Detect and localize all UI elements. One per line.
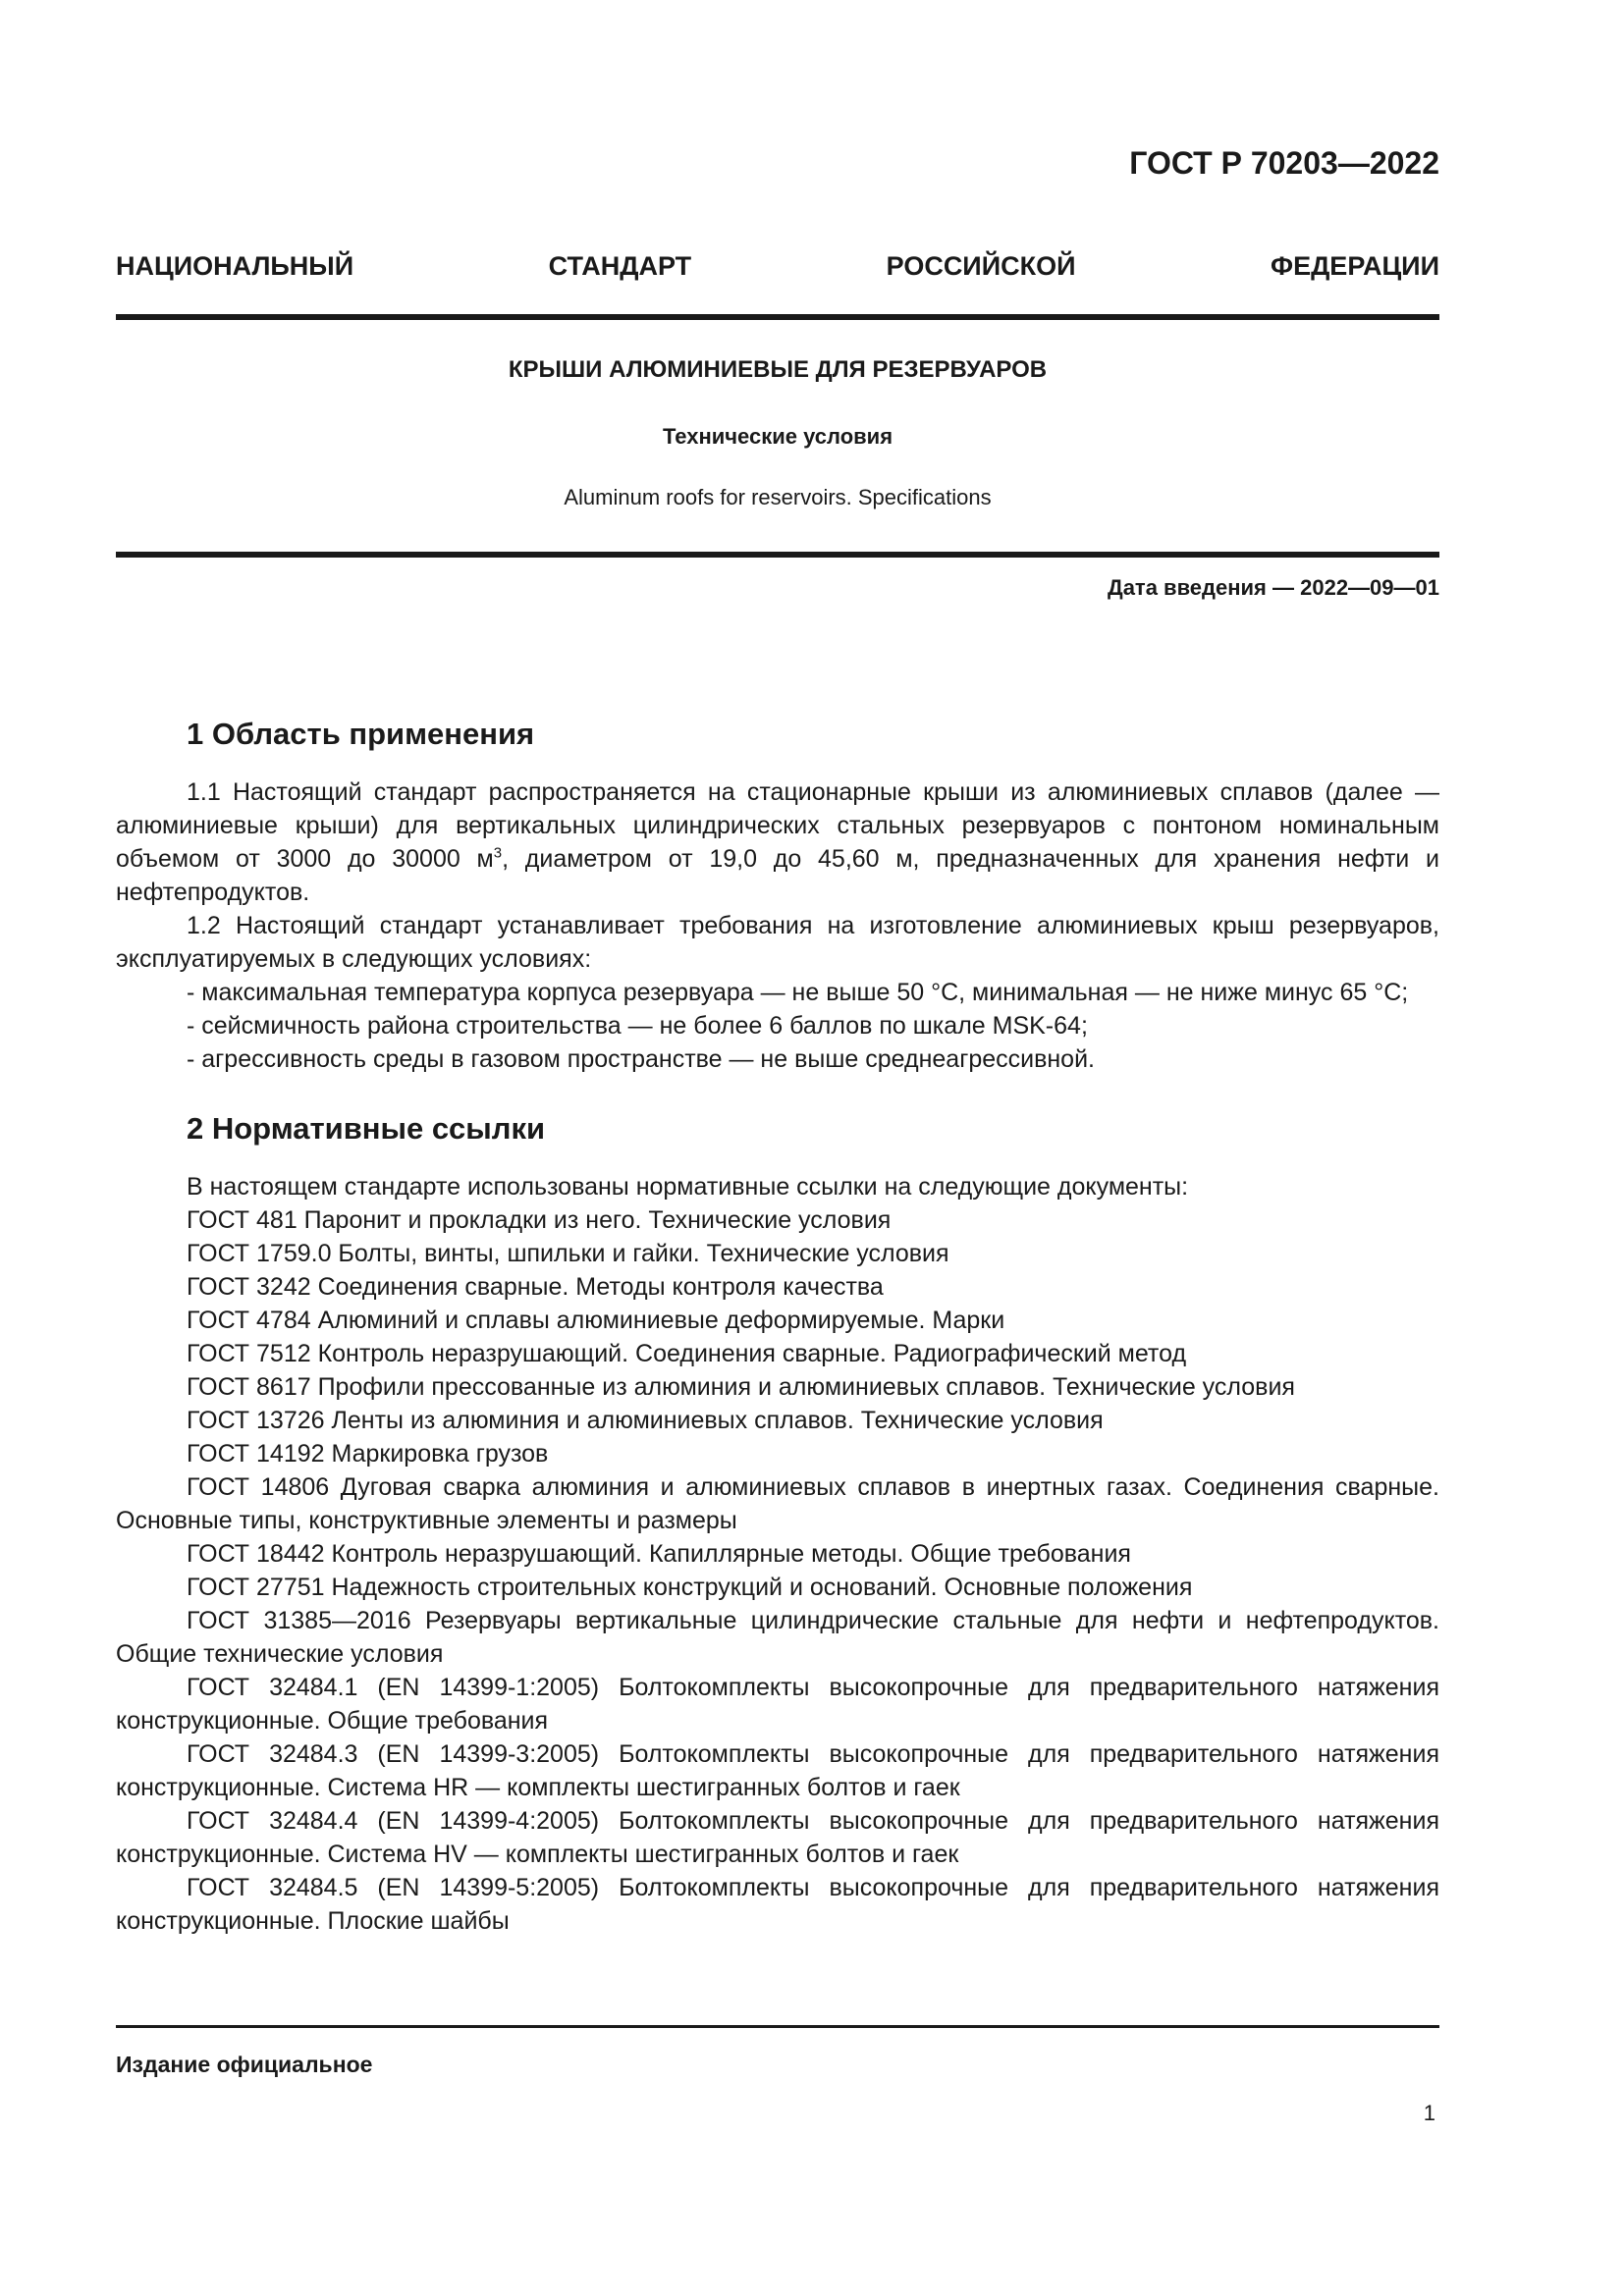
paragraph-1-1-text-a: 1.1 Настоящий стандарт распространяется на стационарные крыши из алюминиевых сплавов (далее — алюминиевые крыши) для вертикальных цилиндрических стальных резервуаров с понтоном номинальным объемом от 3000 до 30000 м [116, 778, 1439, 873]
paragraph-1-1-text-b: , диаметром от 19,0 до 45,60 м, предназначенных для хранения нефти и нефтепродуктов. [116, 845, 1439, 906]
doc-english-title: Aluminum roofs for reservoirs. Specifications [564, 485, 992, 509]
reference-list [116, 1170, 1439, 1938]
list-item: ГОСТ 4784 Алюминий и сплавы алюминиевые деформируемые. Марки [187, 1307, 1005, 1334]
title-rule [116, 552, 1439, 558]
paragraph-1-1 [116, 775, 1439, 909]
list-item: ГОСТ 32484.1 (EN 14399-1:2005) Болтокомплекты высокопрочные для предварительного натяжения конструкционные. Общие требования [116, 1674, 1439, 1735]
list-item: ГОСТ 7512 Контроль неразрушающий. Соединения сварные. Радиографический метод [187, 1340, 1187, 1367]
list-item: ГОСТ 14192 Маркировка грузов [187, 1440, 549, 1468]
doc-title: КРЫШИ АЛЮМИНИЕВЫЕ ДЛЯ РЕЗЕРВУАРОВ [508, 356, 1048, 383]
list-item: ГОСТ 1759.0 Болты, винты, шпильки и гайки. Технические условия [187, 1240, 949, 1267]
official-edition: Издание официальное [116, 2052, 373, 2077]
section-2-heading: 2 Нормативные ссылки [187, 1111, 546, 1146]
list-item: ГОСТ 481 Паронит и прокладки из него. Технические условия [187, 1206, 892, 1234]
list-item: - сейсмичность района строительства — не более 6 баллов по шкале MSK-64; [187, 1012, 1088, 1040]
list-item: ГОСТ 3242 Соединения сварные. Методы контроля качества [187, 1273, 884, 1301]
references-intro: В настоящем стандарте использованы нормативные ссылки на следующие документы: [187, 1173, 1189, 1201]
list-item: - агрессивность среды в газовом пространстве — не выше среднеагрессивной. [187, 1045, 1095, 1073]
list-item: ГОСТ 32484.5 (EN 14399-5:2005) Болтокомплекты высокопрочные для предварительного натяжения конструкционные. Плоские шайбы [116, 1874, 1439, 1935]
list-item: ГОСТ 14806 Дуговая сварка алюминия и алюминиевых сплавов в инертных газах. Соединения сварные. Основные типы, конструктивные элементы и размеры [116, 1473, 1439, 1534]
list-item: ГОСТ 32484.3 (EN 14399-3:2005) Болтокомплекты высокопрочные для предварительного натяжения конструкционные. Система HR — комплекты шестигранных болтов и гаек [116, 1740, 1439, 1801]
top-rule [116, 314, 1439, 320]
superscript: 3 [493, 844, 503, 862]
list-item: ГОСТ 18442 Контроль неразрушающий. Капиллярные методы. Общие требования [187, 1540, 1131, 1568]
content [116, 715, 1439, 1938]
doc-subtitle: Технические условия [662, 424, 893, 449]
list-item: ГОСТ 27751 Надежность строительных конструкций и оснований. Основные положения [187, 1574, 1193, 1601]
list-item: ГОСТ 32484.4 (EN 14399-4:2005) Болтокомплекты высокопрочные для предварительного натяжения конструкционные. Система HV — комплекты шестигранных болтов и гаек [116, 1807, 1439, 1868]
list-item: ГОСТ 8617 Профили прессованные из алюминия и алюминиевых сплавов. Технические условия [187, 1373, 1295, 1401]
national-standard-banner: НАЦИОНАЛЬНЫЙ СТАНДАРТ РОССИЙСКОЙ ФЕДЕРАЦИИ [116, 251, 1439, 281]
doc-number: ГОСТ Р 70203—2022 [1129, 145, 1439, 181]
list-item: - максимальная температура корпуса резервуара — не выше 50 °С, минимальная — не ниже минус 65 °С; [187, 979, 1409, 1006]
page-number: 1 [1423, 2101, 1435, 2125]
intro-date: Дата введения — 2022—09—01 [1108, 575, 1439, 600]
list-item: ГОСТ 31385—2016 Резервуары вертикальные цилиндрические стальные для нефти и нефтепродуктов. Общие технические условия [116, 1607, 1439, 1668]
list-item: ГОСТ 13726 Ленты из алюминия и алюминиевых сплавов. Технические условия [187, 1407, 1104, 1434]
footer-rule [116, 2025, 1439, 2028]
paragraph-1-2: 1.2 Настоящий стандарт устанавливает требования на изготовление алюминиевых крыш резервуаров, эксплуатируемых в следующих условиях: [116, 912, 1439, 973]
section-1-heading: 1 Область применения [187, 717, 535, 751]
